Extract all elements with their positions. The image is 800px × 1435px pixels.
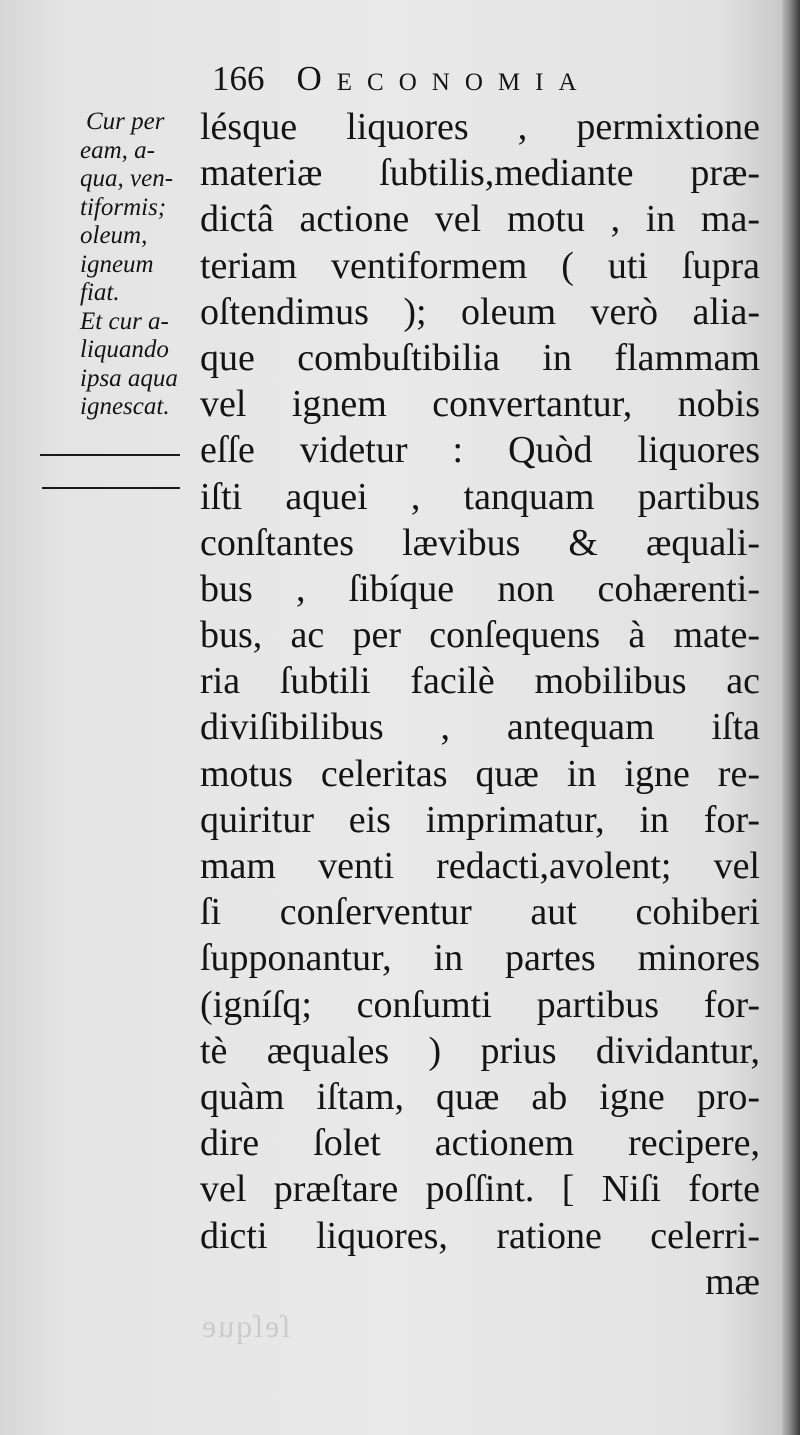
- marginal-note-line: qua, ven-: [80, 165, 174, 192]
- text-line: (igníſq; conſumti partibus for-: [200, 983, 760, 1026]
- marginal-note-line: ignescat.: [80, 393, 170, 420]
- text-line: conſtantes lævibus & æquali-: [200, 521, 760, 564]
- text-line: bus, ac per conſequens à mate-: [200, 614, 760, 657]
- text-line: lésque liquores , permixtione: [200, 106, 760, 148]
- text-line: tè æquales ) prius dividantur,: [200, 1029, 760, 1072]
- text-line: dire ſolet actionem recipere,: [200, 1122, 760, 1165]
- text-line: quàm iſtam, quæ ab igne pro-: [200, 1075, 760, 1118]
- text-line: ſi conſerventur aut cohiberi: [200, 891, 760, 934]
- text-line: dicti liquores, ratione celerri-: [200, 1214, 760, 1257]
- body-text: [200, 104, 760, 1305]
- marginal-note-line: eam, a-: [80, 136, 155, 164]
- text-line: teriam ventiformem ( uti ſupra: [200, 244, 760, 287]
- text-line: ſupponantur, in partes minores: [200, 937, 760, 980]
- text-line: mam venti redacti,avolent; vel: [200, 845, 760, 887]
- marginal-note-line: ipsa aqua: [80, 364, 178, 392]
- text-line: bus , ſibíque non cohærenti-: [200, 567, 760, 610]
- marginal-note-line: fiat.: [80, 279, 120, 306]
- page-header: [212, 54, 692, 104]
- handwritten-underline: [42, 487, 180, 489]
- marginal-note-line: Et cur a-: [80, 307, 169, 335]
- text-line: iſti aquei , tanquam partibus: [200, 475, 760, 518]
- text-line: dictâ actione vel motu , in ma-: [200, 198, 760, 241]
- text-line: ria ſubtili facilè mobilibus ac: [200, 660, 760, 703]
- bleed-through-text: ſeſque: [200, 1308, 291, 1344]
- text-line: motus celeritas quæ in igne re-: [200, 752, 760, 795]
- text-line: vel ignem convertantur, nobis: [200, 383, 760, 426]
- marginal-note-line: tiformis;: [80, 193, 167, 221]
- marginal-note-line: oleum,: [80, 222, 148, 249]
- text-line: vel præſtare poſſint. [ Niſi forte: [200, 1168, 760, 1211]
- text-line: oſtendimus ); oleum verò alia-: [200, 290, 760, 333]
- marginal-note-line: igneum: [80, 250, 154, 278]
- handwritten-underline: [40, 454, 180, 456]
- marginal-note-line: Cur per: [86, 108, 165, 135]
- text-line: diviſibilibus , antequam iſta: [200, 706, 760, 749]
- text-line: que combuſtibilia in flammam: [200, 336, 760, 379]
- marginal-note-line: liquando: [80, 336, 169, 363]
- text-line: materiæ ſubtilis,mediante præ-: [200, 152, 760, 195]
- text-line: eſſe videtur : Quòd liquores: [200, 429, 760, 472]
- page-number: 166: [212, 59, 265, 98]
- page-edge-shadow: [782, 0, 800, 1435]
- catchword: mæ: [705, 1260, 760, 1303]
- running-head: Oeconomia: [296, 59, 592, 98]
- marginal-note: [60, 108, 202, 422]
- text-line: quiritur eis imprimatur, in for-: [200, 798, 760, 841]
